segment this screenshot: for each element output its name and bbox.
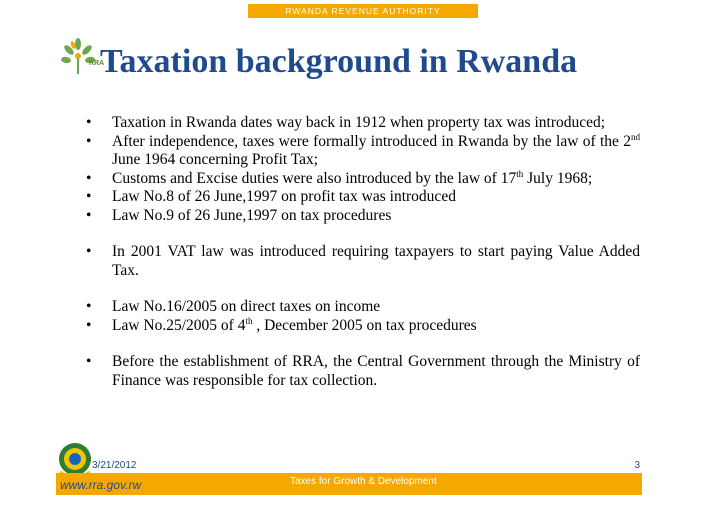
bullet-item: • Law No.16/2005 on direct taxes on income [84, 298, 640, 317]
rra-leaf-logo-icon [60, 36, 96, 76]
bullet-item: • After independence, taxes were formally introduced in Rwanda by the law of the 2nd June 1964 concerning Profit Tax; [84, 133, 640, 170]
bullet-item: • In 2001 VAT law was introduced requiring taxpayers to start paying Value Added Tax. [84, 243, 640, 280]
footer-website-link[interactable]: www.rra.gov.rw [60, 478, 142, 492]
bullet-item: • Law No.8 of 26 June,1997 on profit tax was introduced [84, 188, 640, 207]
slide-title: Taxation background in Rwanda [100, 43, 578, 80]
bullet-item: • Law No.9 of 26 June,1997 on tax procedures [84, 207, 640, 226]
bullet-item: • Customs and Excise duties were also introduced by the law of 17th July 1968; [84, 170, 640, 189]
banner-text: RWANDA REVENUE AUTHORITY [285, 6, 441, 16]
bullet-item: • Taxation in Rwanda dates way back in 1912 when property tax was introduced; [84, 114, 640, 133]
top-banner [248, 4, 478, 18]
footer-slogan: Taxes for Growth & Development [290, 476, 437, 487]
bullet-item: • Law No.25/2005 of 4th , December 2005 on tax procedures [84, 317, 640, 336]
bullet-item: • Before the establishment of RRA, the Central Government through the Ministry of Finance was responsible for tax collection. [84, 353, 640, 390]
bullet-list [84, 114, 640, 390]
slide-date: 3/21/2012 [92, 460, 137, 471]
logo-text: RRA [89, 60, 105, 67]
page-number: 3 [634, 460, 640, 471]
